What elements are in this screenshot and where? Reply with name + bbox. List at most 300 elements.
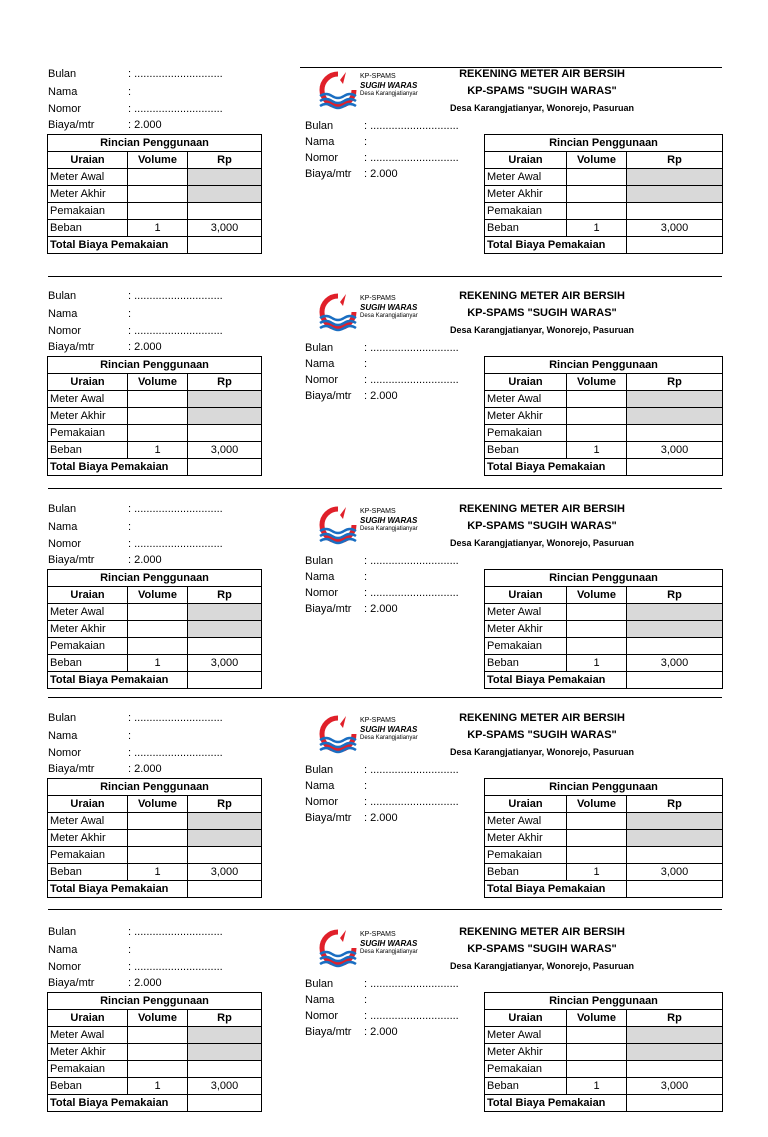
logo-text-2: SUGIH WARAS bbox=[360, 516, 418, 525]
usage-table-stub bbox=[47, 134, 262, 254]
biaya-value: : 2.000 bbox=[364, 603, 398, 615]
bulan-value: : ............................. bbox=[128, 503, 223, 515]
bulan-label: Bulan bbox=[305, 555, 334, 567]
logo-text-1: KP-SPAMS bbox=[360, 295, 396, 302]
beban-rp: 3,000 bbox=[188, 1078, 262, 1095]
organization-address: Desa Karangjatianyar, Wonorejo, Pasuruan bbox=[450, 747, 634, 757]
logo-text-1: KP-SPAMS bbox=[360, 931, 396, 938]
cell-rp-shaded bbox=[627, 1044, 723, 1061]
cell-volume[interactable] bbox=[567, 1061, 627, 1078]
logo-text-3: Desa Karangjatianyar bbox=[360, 735, 418, 741]
row-beban: Beban bbox=[485, 442, 567, 459]
usage-table-main bbox=[484, 356, 723, 476]
row-beban: Beban bbox=[485, 1078, 567, 1095]
usage-table-main bbox=[484, 992, 723, 1112]
receipt-title: REKENING METER AIR BERSIH bbox=[459, 712, 625, 724]
row-pemakaian: Pemakaian bbox=[48, 847, 128, 864]
col-uraian: Uraian bbox=[48, 152, 128, 169]
biaya-value: : 2.000 bbox=[364, 812, 398, 824]
row-total: Total Biaya Pemakaian bbox=[48, 459, 188, 476]
logo-text-2: SUGIH WARAS bbox=[360, 939, 418, 948]
col-volume: Volume bbox=[567, 374, 627, 391]
total-rp[interactable] bbox=[627, 237, 723, 254]
cell-rp-shaded bbox=[188, 621, 262, 638]
col-rp: Rp bbox=[627, 1010, 723, 1027]
beban-volume: 1 bbox=[567, 864, 627, 881]
total-rp[interactable] bbox=[188, 881, 262, 898]
water-drop-wave-icon bbox=[316, 928, 360, 968]
total-rp[interactable] bbox=[627, 672, 723, 689]
cell-volume[interactable] bbox=[567, 391, 627, 408]
col-rp: Rp bbox=[627, 587, 723, 604]
row-pemakaian: Pemakaian bbox=[485, 1061, 567, 1078]
total-rp[interactable] bbox=[627, 881, 723, 898]
logo-text-1: KP-SPAMS bbox=[360, 508, 396, 515]
biaya-label: Biaya/mtr bbox=[305, 812, 352, 824]
row-pemakaian: Pemakaian bbox=[485, 847, 567, 864]
nama-label: Nama bbox=[305, 358, 335, 370]
cell-rp[interactable] bbox=[188, 425, 262, 442]
cell-volume[interactable] bbox=[567, 425, 627, 442]
nama-label: Nama bbox=[305, 780, 335, 792]
receipt bbox=[0, 502, 768, 714]
table-title: Rincian Penggunaan bbox=[48, 779, 262, 796]
biaya-label: Biaya/mtr bbox=[305, 603, 352, 615]
nama-value: : bbox=[364, 994, 368, 1006]
logo-text-2: SUGIH WARAS bbox=[360, 725, 418, 734]
receipt bbox=[0, 925, 768, 1137]
bulan-label: Bulan bbox=[48, 503, 77, 515]
cell-rp[interactable] bbox=[627, 203, 723, 220]
row-pemakaian: Pemakaian bbox=[48, 203, 128, 220]
col-volume: Volume bbox=[128, 1010, 188, 1027]
row-pemakaian: Pemakaian bbox=[48, 1061, 128, 1078]
cell-rp-shaded bbox=[188, 813, 262, 830]
cell-rp-shaded bbox=[627, 186, 723, 203]
cell-rp-shaded bbox=[627, 830, 723, 847]
beban-rp: 3,000 bbox=[188, 442, 262, 459]
col-volume: Volume bbox=[567, 1010, 627, 1027]
table-title: Rincian Penggunaan bbox=[48, 570, 262, 587]
logo-text-3: Desa Karangjatianyar bbox=[360, 949, 418, 955]
cell-volume[interactable] bbox=[567, 604, 627, 621]
row-meter-awal: Meter Awal bbox=[48, 1027, 128, 1044]
cell-volume[interactable] bbox=[128, 1027, 188, 1044]
col-volume: Volume bbox=[128, 796, 188, 813]
col-uraian: Uraian bbox=[485, 374, 567, 391]
row-beban: Beban bbox=[48, 1078, 128, 1095]
col-uraian: Uraian bbox=[485, 796, 567, 813]
col-rp: Rp bbox=[627, 152, 723, 169]
table-title: Rincian Penggunaan bbox=[485, 993, 723, 1010]
bulan-label: Bulan bbox=[305, 764, 334, 776]
cell-rp-shaded bbox=[627, 1027, 723, 1044]
cell-rp[interactable] bbox=[188, 1061, 262, 1078]
col-volume: Volume bbox=[567, 796, 627, 813]
beban-rp: 3,000 bbox=[627, 864, 723, 881]
beban-volume: 1 bbox=[128, 442, 188, 459]
organization-address: Desa Karangjatianyar, Wonorejo, Pasuruan bbox=[450, 325, 634, 335]
nomor-label: Nomor bbox=[48, 747, 82, 759]
row-pemakaian: Pemakaian bbox=[48, 638, 128, 655]
water-drop-wave-icon bbox=[316, 714, 360, 754]
beban-rp: 3,000 bbox=[627, 442, 723, 459]
total-rp[interactable] bbox=[188, 1095, 262, 1112]
col-uraian: Uraian bbox=[48, 1010, 128, 1027]
cell-volume[interactable] bbox=[128, 169, 188, 186]
row-beban: Beban bbox=[485, 864, 567, 881]
table-title: Rincian Penggunaan bbox=[485, 135, 723, 152]
cell-rp[interactable] bbox=[627, 638, 723, 655]
beban-rp: 3,000 bbox=[188, 864, 262, 881]
beban-volume: 1 bbox=[128, 655, 188, 672]
beban-volume: 1 bbox=[128, 1078, 188, 1095]
cell-volume[interactable] bbox=[567, 638, 627, 655]
nama-value: : bbox=[128, 944, 132, 956]
cut-line bbox=[48, 488, 722, 489]
beban-rp: 3,000 bbox=[188, 220, 262, 237]
cell-volume[interactable] bbox=[128, 847, 188, 864]
row-pemakaian: Pemakaian bbox=[48, 425, 128, 442]
row-beban: Beban bbox=[48, 442, 128, 459]
nomor-value: : ............................. bbox=[128, 103, 223, 115]
cell-volume[interactable] bbox=[128, 1061, 188, 1078]
row-meter-akhir: Meter Akhir bbox=[48, 186, 128, 203]
biaya-value: : 2.000 bbox=[128, 763, 162, 775]
cell-rp[interactable] bbox=[627, 425, 723, 442]
kp-spams-logo bbox=[316, 505, 432, 545]
usage-table-main bbox=[484, 569, 723, 689]
row-beban: Beban bbox=[48, 220, 128, 237]
organization-address: Desa Karangjatianyar, Wonorejo, Pasuruan bbox=[450, 103, 634, 113]
biaya-label: Biaya/mtr bbox=[48, 341, 95, 353]
row-beban: Beban bbox=[48, 864, 128, 881]
row-total: Total Biaya Pemakaian bbox=[48, 881, 188, 898]
cell-rp-shaded bbox=[188, 1044, 262, 1061]
cell-rp-shaded bbox=[188, 408, 262, 425]
cut-line bbox=[300, 67, 722, 68]
beban-rp: 3,000 bbox=[627, 1078, 723, 1095]
row-total: Total Biaya Pemakaian bbox=[485, 672, 627, 689]
nomor-label: Nomor bbox=[305, 587, 339, 599]
table-title: Rincian Penggunaan bbox=[48, 135, 262, 152]
usage-table-main bbox=[484, 134, 723, 254]
biaya-label: Biaya/mtr bbox=[305, 168, 352, 180]
bulan-value: : ............................. bbox=[128, 290, 223, 302]
nomor-label: Nomor bbox=[48, 961, 82, 973]
bulan-label: Bulan bbox=[305, 342, 334, 354]
cell-volume[interactable] bbox=[128, 391, 188, 408]
bulan-label: Bulan bbox=[48, 68, 77, 80]
total-rp[interactable] bbox=[627, 459, 723, 476]
row-meter-akhir: Meter Akhir bbox=[48, 408, 128, 425]
water-drop-wave-icon bbox=[316, 505, 360, 545]
cell-rp-shaded bbox=[627, 604, 723, 621]
receipt-title: REKENING METER AIR BERSIH bbox=[459, 68, 625, 80]
organization-name: KP-SPAMS "SUGIH WARAS" bbox=[467, 307, 617, 319]
kp-spams-logo bbox=[316, 714, 432, 754]
nama-label: Nama bbox=[48, 308, 78, 320]
cell-volume[interactable] bbox=[567, 169, 627, 186]
nomor-value: : ............................. bbox=[364, 796, 459, 808]
nomor-label: Nomor bbox=[48, 538, 82, 550]
bulan-value: : ............................. bbox=[128, 926, 223, 938]
bulan-label: Bulan bbox=[48, 712, 77, 724]
nomor-label: Nomor bbox=[48, 325, 82, 337]
row-meter-akhir: Meter Akhir bbox=[48, 621, 128, 638]
logo-text-3: Desa Karangjatianyar bbox=[360, 313, 418, 319]
cell-volume[interactable] bbox=[567, 203, 627, 220]
organization-name: KP-SPAMS "SUGIH WARAS" bbox=[467, 85, 617, 97]
bulan-label: Bulan bbox=[48, 926, 77, 938]
col-rp: Rp bbox=[188, 374, 262, 391]
row-total: Total Biaya Pemakaian bbox=[48, 672, 188, 689]
nomor-label: Nomor bbox=[305, 374, 339, 386]
row-meter-akhir: Meter Akhir bbox=[485, 186, 567, 203]
kp-spams-logo bbox=[316, 70, 432, 110]
nomor-label: Nomor bbox=[305, 152, 339, 164]
cell-volume[interactable] bbox=[567, 1044, 627, 1061]
receipt bbox=[0, 67, 768, 279]
cell-volume[interactable] bbox=[567, 186, 627, 203]
nama-label: Nama bbox=[305, 571, 335, 583]
receipt bbox=[0, 711, 768, 923]
row-meter-awal: Meter Awal bbox=[48, 604, 128, 621]
logo-text-3: Desa Karangjatianyar bbox=[360, 526, 418, 532]
cell-rp-shaded bbox=[627, 621, 723, 638]
cell-volume[interactable] bbox=[128, 186, 188, 203]
col-uraian: Uraian bbox=[48, 587, 128, 604]
beban-volume: 1 bbox=[567, 442, 627, 459]
col-rp: Rp bbox=[188, 587, 262, 604]
nama-label: Nama bbox=[48, 86, 78, 98]
col-uraian: Uraian bbox=[48, 374, 128, 391]
col-rp: Rp bbox=[188, 1010, 262, 1027]
row-meter-awal: Meter Awal bbox=[485, 169, 567, 186]
logo-text-2: SUGIH WARAS bbox=[360, 303, 418, 312]
cell-rp[interactable] bbox=[627, 847, 723, 864]
row-pemakaian: Pemakaian bbox=[485, 203, 567, 220]
cell-volume[interactable] bbox=[128, 203, 188, 220]
biaya-value: : 2.000 bbox=[364, 1026, 398, 1038]
bulan-label: Bulan bbox=[48, 290, 77, 302]
row-meter-akhir: Meter Akhir bbox=[48, 1044, 128, 1061]
row-total: Total Biaya Pemakaian bbox=[485, 459, 627, 476]
nomor-value: : ............................. bbox=[128, 538, 223, 550]
cut-line bbox=[48, 697, 722, 698]
beban-volume: 1 bbox=[567, 1078, 627, 1095]
bulan-label: Bulan bbox=[305, 120, 334, 132]
col-volume: Volume bbox=[567, 587, 627, 604]
nomor-value: : ............................. bbox=[128, 747, 223, 759]
col-uraian: Uraian bbox=[48, 796, 128, 813]
cell-rp-shaded bbox=[188, 391, 262, 408]
nama-label: Nama bbox=[305, 136, 335, 148]
row-total: Total Biaya Pemakaian bbox=[48, 237, 188, 254]
bulan-value: : ............................. bbox=[128, 712, 223, 724]
cell-volume[interactable] bbox=[128, 425, 188, 442]
biaya-value: : 2.000 bbox=[128, 977, 162, 989]
biaya-label: Biaya/mtr bbox=[305, 390, 352, 402]
table-title: Rincian Penggunaan bbox=[485, 570, 723, 587]
row-beban: Beban bbox=[485, 655, 567, 672]
logo-text-3: Desa Karangjatianyar bbox=[360, 91, 418, 97]
nama-label: Nama bbox=[305, 994, 335, 1006]
col-uraian: Uraian bbox=[485, 1010, 567, 1027]
row-meter-akhir: Meter Akhir bbox=[485, 408, 567, 425]
bulan-value: : ............................. bbox=[128, 68, 223, 80]
beban-volume: 1 bbox=[567, 655, 627, 672]
organization-address: Desa Karangjatianyar, Wonorejo, Pasuruan bbox=[450, 538, 634, 548]
row-pemakaian: Pemakaian bbox=[485, 638, 567, 655]
biaya-label: Biaya/mtr bbox=[48, 977, 95, 989]
row-meter-akhir: Meter Akhir bbox=[48, 830, 128, 847]
cell-volume[interactable] bbox=[567, 1027, 627, 1044]
nama-value: : bbox=[128, 86, 132, 98]
nama-value: : bbox=[364, 780, 368, 792]
cell-rp[interactable] bbox=[188, 203, 262, 220]
usage-table-main bbox=[484, 778, 723, 898]
col-rp: Rp bbox=[188, 796, 262, 813]
total-rp[interactable] bbox=[188, 459, 262, 476]
usage-table-stub bbox=[47, 569, 262, 689]
receipt-title: REKENING METER AIR BERSIH bbox=[459, 503, 625, 515]
beban-volume: 1 bbox=[567, 220, 627, 237]
cell-rp-shaded bbox=[188, 604, 262, 621]
bulan-value: : ............................. bbox=[364, 764, 459, 776]
logo-text-1: KP-SPAMS bbox=[360, 73, 396, 80]
row-beban: Beban bbox=[485, 220, 567, 237]
table-title: Rincian Penggunaan bbox=[485, 779, 723, 796]
total-rp[interactable] bbox=[188, 237, 262, 254]
cell-volume[interactable] bbox=[567, 408, 627, 425]
nomor-value: : ............................. bbox=[128, 325, 223, 337]
bulan-value: : ............................. bbox=[364, 120, 459, 132]
nomor-value: : ............................. bbox=[364, 1010, 459, 1022]
cell-rp-shaded bbox=[627, 391, 723, 408]
total-rp[interactable] bbox=[627, 1095, 723, 1112]
row-meter-akhir: Meter Akhir bbox=[485, 1044, 567, 1061]
nama-value: : bbox=[364, 136, 368, 148]
biaya-label: Biaya/mtr bbox=[48, 119, 95, 131]
cell-rp[interactable] bbox=[627, 1061, 723, 1078]
logo-text-2: SUGIH WARAS bbox=[360, 81, 418, 90]
col-rp: Rp bbox=[627, 374, 723, 391]
water-drop-wave-icon bbox=[316, 70, 360, 110]
nomor-value: : ............................. bbox=[364, 374, 459, 386]
nama-label: Nama bbox=[48, 944, 78, 956]
biaya-value: : 2.000 bbox=[128, 554, 162, 566]
beban-rp: 3,000 bbox=[188, 655, 262, 672]
water-drop-wave-icon bbox=[316, 292, 360, 332]
bulan-value: : ............................. bbox=[364, 342, 459, 354]
cell-rp-shaded bbox=[627, 408, 723, 425]
bulan-label: Bulan bbox=[305, 978, 334, 990]
kp-spams-logo bbox=[316, 928, 432, 968]
cell-volume[interactable] bbox=[567, 830, 627, 847]
biaya-value: : 2.000 bbox=[128, 341, 162, 353]
cell-volume[interactable] bbox=[567, 813, 627, 830]
organization-name: KP-SPAMS "SUGIH WARAS" bbox=[467, 520, 617, 532]
biaya-label: Biaya/mtr bbox=[305, 1026, 352, 1038]
nomor-value: : ............................. bbox=[364, 152, 459, 164]
cell-volume[interactable] bbox=[128, 408, 188, 425]
row-meter-awal: Meter Awal bbox=[485, 813, 567, 830]
biaya-value: : 2.000 bbox=[364, 390, 398, 402]
logo-text-1: KP-SPAMS bbox=[360, 717, 396, 724]
beban-rp: 3,000 bbox=[627, 655, 723, 672]
cell-rp[interactable] bbox=[188, 847, 262, 864]
cell-rp-shaded bbox=[188, 169, 262, 186]
col-uraian: Uraian bbox=[485, 587, 567, 604]
biaya-label: Biaya/mtr bbox=[48, 554, 95, 566]
col-volume: Volume bbox=[128, 587, 188, 604]
nomor-value: : ............................. bbox=[364, 587, 459, 599]
nomor-label: Nomor bbox=[48, 103, 82, 115]
row-meter-awal: Meter Awal bbox=[48, 813, 128, 830]
cell-volume[interactable] bbox=[128, 638, 188, 655]
col-volume: Volume bbox=[128, 152, 188, 169]
row-meter-awal: Meter Awal bbox=[48, 169, 128, 186]
row-meter-awal: Meter Awal bbox=[48, 391, 128, 408]
cell-volume[interactable] bbox=[128, 813, 188, 830]
cell-rp-shaded bbox=[188, 186, 262, 203]
cell-volume[interactable] bbox=[128, 830, 188, 847]
row-total: Total Biaya Pemakaian bbox=[485, 237, 627, 254]
bulan-value: : ............................. bbox=[364, 555, 459, 567]
cut-line bbox=[48, 276, 722, 277]
cell-rp-shaded bbox=[188, 830, 262, 847]
table-title: Rincian Penggunaan bbox=[48, 357, 262, 374]
total-rp[interactable] bbox=[188, 672, 262, 689]
usage-table-stub bbox=[47, 992, 262, 1112]
col-volume: Volume bbox=[128, 374, 188, 391]
cell-volume[interactable] bbox=[567, 621, 627, 638]
row-meter-awal: Meter Awal bbox=[485, 604, 567, 621]
table-title: Rincian Penggunaan bbox=[485, 357, 723, 374]
cell-volume[interactable] bbox=[128, 604, 188, 621]
row-beban: Beban bbox=[48, 655, 128, 672]
kp-spams-logo bbox=[316, 292, 432, 332]
cell-volume[interactable] bbox=[128, 621, 188, 638]
row-meter-awal: Meter Awal bbox=[485, 391, 567, 408]
nama-value: : bbox=[128, 521, 132, 533]
cell-volume[interactable] bbox=[128, 1044, 188, 1061]
row-meter-awal: Meter Awal bbox=[485, 1027, 567, 1044]
nama-label: Nama bbox=[48, 521, 78, 533]
nomor-value: : ............................. bbox=[128, 961, 223, 973]
cell-rp[interactable] bbox=[188, 638, 262, 655]
cell-rp-shaded bbox=[627, 813, 723, 830]
organization-name: KP-SPAMS "SUGIH WARAS" bbox=[467, 729, 617, 741]
table-title: Rincian Penggunaan bbox=[48, 993, 262, 1010]
nama-value: : bbox=[364, 358, 368, 370]
receipt bbox=[0, 289, 768, 501]
nama-label: Nama bbox=[48, 730, 78, 742]
nomor-label: Nomor bbox=[305, 1010, 339, 1022]
row-meter-akhir: Meter Akhir bbox=[485, 830, 567, 847]
cut-line bbox=[48, 909, 722, 910]
cell-rp-shaded bbox=[627, 169, 723, 186]
nama-value: : bbox=[128, 730, 132, 742]
biaya-value: : 2.000 bbox=[128, 119, 162, 131]
cell-volume[interactable] bbox=[567, 847, 627, 864]
row-meter-akhir: Meter Akhir bbox=[485, 621, 567, 638]
organization-address: Desa Karangjatianyar, Wonorejo, Pasuruan bbox=[450, 961, 634, 971]
cell-rp-shaded bbox=[188, 1027, 262, 1044]
nama-value: : bbox=[364, 571, 368, 583]
row-total: Total Biaya Pemakaian bbox=[48, 1095, 188, 1112]
